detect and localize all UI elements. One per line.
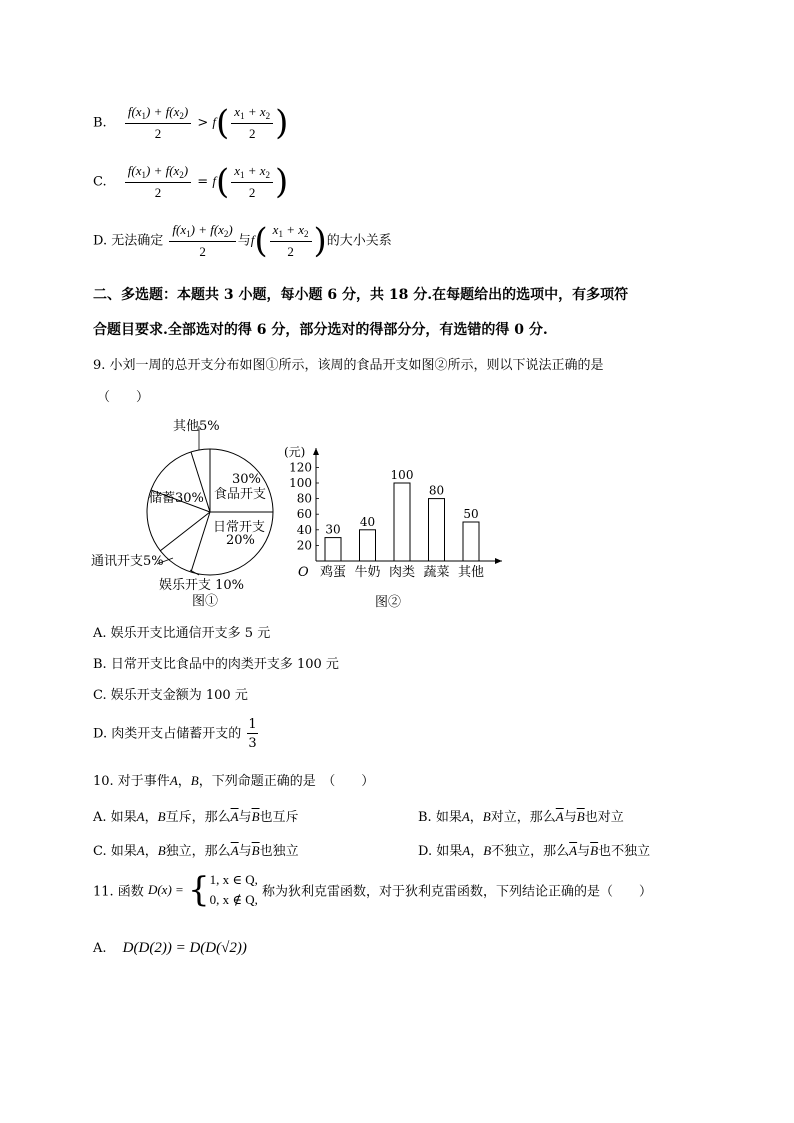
bar: [360, 530, 376, 561]
q9-option-d: [93, 717, 260, 751]
fraction-midpoint: $\frac{x_1 + x_2}{2}$: [270, 222, 312, 260]
pie-label-comm: 通讯开支5%: [91, 554, 164, 569]
bar: [325, 538, 341, 561]
relation-symbol: =: [197, 174, 209, 190]
pie-label-daily: 日常开支: [213, 520, 266, 535]
bar-value-label: 40: [359, 514, 376, 529]
bar-value-label: 100: [390, 468, 414, 482]
q9-option-b: B. 日常开支比食品中的肉类开支多 100 元: [93, 657, 339, 672]
piecewise-brace: {: [187, 870, 210, 910]
option-d-label: D.: [93, 233, 112, 249]
y-axis-arrow: [313, 448, 319, 455]
q11-option-a-expr: D(D(2)) = D(D(√2)): [122, 940, 247, 956]
fraction-denominator: 3: [248, 736, 257, 751]
q10-option-c: C. 如果A，B独立，那么$\overline{A}$与$\overline{B}$也独立: [93, 843, 299, 859]
q10-option-d: D. 如果A，B不独立，那么$\overline{A}$与$\overline{B}$也不独立: [418, 843, 651, 859]
bar: [463, 522, 479, 561]
bar-value-label: 80: [428, 483, 445, 498]
option-d: D. 无法确定 $\frac{f(x_1) + f(x_2)}{2}$ 与f( $\frac{x_1 + x_2}{2}$ )的大小关系: [93, 221, 392, 261]
option-d-post: 的大小关系: [326, 233, 392, 249]
q9-option-a: A. 娱乐开支比通信开支多 5 元: [93, 626, 271, 641]
bar-chart-figure: [280, 438, 510, 610]
q10-option-b: B. 如果A，B对立，那么$\overline{A}$与$\overline{B}$也对立: [418, 809, 624, 825]
fraction-midpoint: $\frac{x_1 + x_2}{2}$: [231, 104, 273, 142]
fraction-numerator: 1: [248, 717, 257, 732]
x-tick-label: 鸡蛋: [319, 565, 347, 580]
q9-answer-paren: （ ）: [97, 390, 150, 405]
x-tick-label: 肉类: [388, 565, 416, 580]
pie-label-ent: 娱乐开支 10%: [159, 578, 245, 593]
y-tick-label: 20: [296, 538, 312, 553]
q9-stem: 9. 小刘一周的总开支分布如图①所示，该周的食品开支如图②所示，则以下说法正确的是: [93, 358, 604, 373]
bar-value-label: 30: [325, 522, 341, 537]
option-b-label: B.: [93, 115, 107, 131]
q9-option-d-text: D. 肉类开支占储蓄开支的: [93, 726, 242, 742]
pie-label-savings: 储蓄30%: [149, 491, 204, 506]
bar: [429, 499, 445, 561]
pie-label-food: 食品开支: [214, 487, 267, 502]
pie-label-other: 其他5%: [173, 419, 220, 434]
pie-chart-figure: [85, 412, 285, 612]
option-c-label: C.: [93, 174, 107, 190]
relation-symbol: >: [197, 115, 209, 131]
option-c: C. $\frac{f(x_1) + f(x_2)}{2}$ = f( $\frac{x_1 + x_2}{2}$ ): [93, 162, 289, 202]
piecewise-cases: 1, x ∈ Q, 0, x ∉ Q,: [209, 872, 258, 907]
pie-label-food-pct: 30%: [232, 472, 261, 487]
y-tick-label: 40: [296, 522, 312, 537]
x-tick-label: 牛奶: [354, 565, 381, 580]
option-d-pre: 无法确定: [111, 233, 164, 249]
x-axis-arrow: [495, 558, 502, 564]
pie-label-daily-pct: 20%: [226, 533, 255, 548]
section-heading-line2: 合题目要求.全部选对的得 6 分，部分选对的得部分分，有选错的得 0 分.: [93, 322, 548, 338]
x-tick-label: 其他: [457, 565, 485, 580]
q10-option-a: A. 如果A，B互斥，那么$\overline{A}$与$\overline{B}$也互斥: [93, 809, 299, 825]
dirichlet-function: D(x) =: [147, 882, 184, 897]
section-heading-line1: 二、多选题：本题共 3 小题，每小题 6 分，共 18 分.在每题给出的选项中，有多项符: [93, 287, 629, 303]
fraction-average: $\frac{f(x_1) + f(x_2)}{2}$: [125, 163, 191, 201]
fraction-average: $\frac{f(x_1) + f(x_2)}{2}$: [125, 104, 191, 142]
origin-label: O: [298, 565, 309, 580]
bar: [394, 483, 410, 561]
option-d-mid: 与: [237, 233, 251, 249]
y-tick-label: 120: [289, 460, 312, 475]
bar-value-label: 50: [463, 507, 479, 521]
pie-divider: [191, 512, 210, 572]
y-tick-label: 100: [289, 476, 312, 490]
q11-option-a: A. D(D(2)) = D(D(√2)): [93, 940, 247, 956]
bar-caption: 图②: [374, 595, 402, 610]
pie-divider: [160, 512, 210, 551]
option-b: B. $\frac{f(x_1) + f(x_2)}{2}$ > f( $\frac{x_1 + x_2}{2}$ ): [93, 103, 289, 143]
y-axis-label: (元): [284, 445, 306, 459]
x-tick-label: 蔬菜: [423, 565, 450, 580]
y-tick-label: 60: [296, 507, 312, 522]
pie-caption: 图①: [192, 594, 219, 609]
q10-stem: 10. 对于事件A，B，下列命题正确的是 （ ）: [93, 773, 375, 789]
fraction-average: $\frac{f(x_1) + f(x_2)}{2}$: [169, 222, 235, 260]
fraction-midpoint: $\frac{x_1 + x_2}{2}$: [231, 163, 273, 201]
q9-option-c: C. 娱乐开支金额为 100 元: [93, 688, 248, 703]
q11-stem: 11. 函数 D(x) = { 1, x ∈ Q, 0, x ∉ Q, 称为狄利克雷函数，对于狄利克雷函数，下列结论正确的是（ ）: [93, 870, 652, 910]
fraction-one-third: [247, 717, 257, 751]
y-tick-label: 80: [296, 491, 312, 506]
